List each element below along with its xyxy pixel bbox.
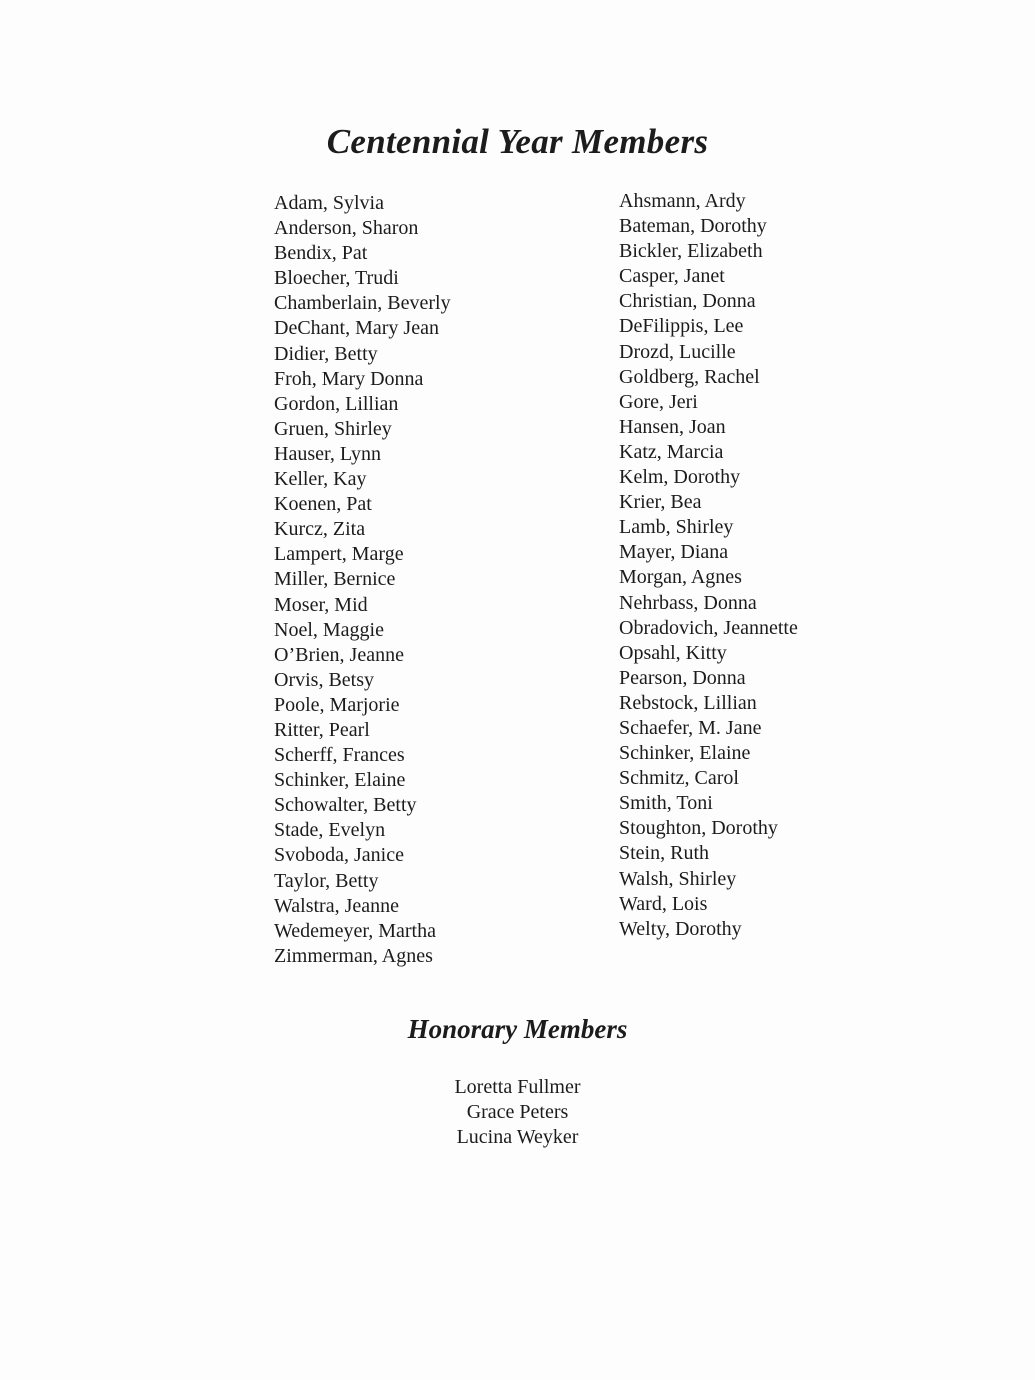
member-name: Taylor, Betty [274,869,379,892]
member-name: Smith, Toni [619,792,713,815]
member-name: Kurcz, Zita [274,518,366,541]
member-name: Walstra, Jeanne [274,894,399,917]
member-name: Pearson, Donna [619,666,746,689]
member-name: Adam, Sylvia [274,192,384,214]
member-name: Svoboda, Janice [274,844,404,867]
member-name: Drozd, Lucille [619,340,736,363]
member-name: Opsahl, Kitty [619,641,727,664]
member-name: Stein, Ruth [619,842,710,865]
member-name: Schinker, Elaine [619,742,751,765]
member-name: Schaefer, M. Jane [619,716,762,739]
member-name: Krier, Bea [619,491,702,514]
member-name: Schowalter, Betty [274,794,417,817]
member-name: Hansen, Joan [619,415,726,438]
member-name: DeChant, Mary Jean [274,317,439,340]
honorary-title: Honorary Members [407,1014,628,1044]
member-name: Bateman, Dorothy [619,215,767,238]
member-name: Koenen, Pat [274,493,372,516]
member-name: Schinker, Elaine [274,769,406,792]
member-name: Noel, Maggie [274,618,384,641]
member-name: Bickler, Elizabeth [619,240,763,263]
member-name: Ritter, Pearl [274,718,370,741]
member-name: Moser, Mid [274,593,368,616]
members-list-right [619,189,798,942]
member-name: Stoughton, Dorothy [619,817,778,840]
member-name: Rebstock, Lillian [619,691,757,714]
member-name: Kelm, Dorothy [619,466,741,489]
member-name: Poole, Marjorie [274,693,400,716]
member-name: Bendix, Pat [274,242,368,265]
member-name: Orvis, Betsy [274,668,374,691]
member-name: Katz, Marcia [619,440,724,463]
honorary-member-name: Lucina Weyker [456,1126,579,1148]
member-name: Stade, Evelyn [274,819,386,842]
member-name: Mayer, Diana [619,541,729,564]
member-name: Bloecher, Trudi [274,267,399,290]
member-name: Zimmerman, Agnes [274,944,433,967]
member-name: Hauser, Lynn [274,442,381,465]
member-name: Morgan, Agnes [619,566,742,589]
member-name: Walsh, Shirley [619,867,737,890]
member-name: Goldberg, Rachel [619,365,760,388]
member-name: Miller, Bernice [274,568,396,591]
page-title: Centennial Year Members [326,122,709,161]
member-name: Gore, Jeri [619,390,698,413]
member-name: Scherff, Frances [274,744,405,767]
member-name: Chamberlain, Beverly [274,292,451,315]
member-name: Nehrbass, Donna [619,591,757,614]
member-name: Lampert, Marge [274,543,404,566]
honorary-members-list [0,1075,1035,1150]
member-name: Anderson, Sharon [274,217,419,240]
member-name: Gordon, Lillian [274,392,399,415]
member-name: Gruen, Shirley [274,417,392,440]
member-name: Froh, Mary Donna [274,367,424,390]
member-name: Wedemeyer, Martha [274,919,436,942]
member-name: Christian, Donna [619,290,756,313]
member-name: Casper, Janet [619,265,725,288]
member-name: O’Brien, Jeanne [274,643,404,666]
member-name: Welty, Dorothy [619,917,742,940]
honorary-member-name: Loretta Fullmer [454,1076,581,1098]
member-name: Didier, Betty [274,342,378,365]
member-name: Obradovich, Jeannette [619,616,798,639]
member-name: DeFilippis, Lee [619,315,744,338]
member-name: Schmitz, Carol [619,767,739,790]
honorary-member-name: Grace Peters [466,1101,569,1123]
members-list-left [274,191,451,969]
member-name: Ward, Lois [619,892,708,915]
member-name: Ahsmann, Ardy [619,190,746,212]
member-name: Lamb, Shirley [619,516,734,539]
member-name: Keller, Kay [274,468,367,491]
